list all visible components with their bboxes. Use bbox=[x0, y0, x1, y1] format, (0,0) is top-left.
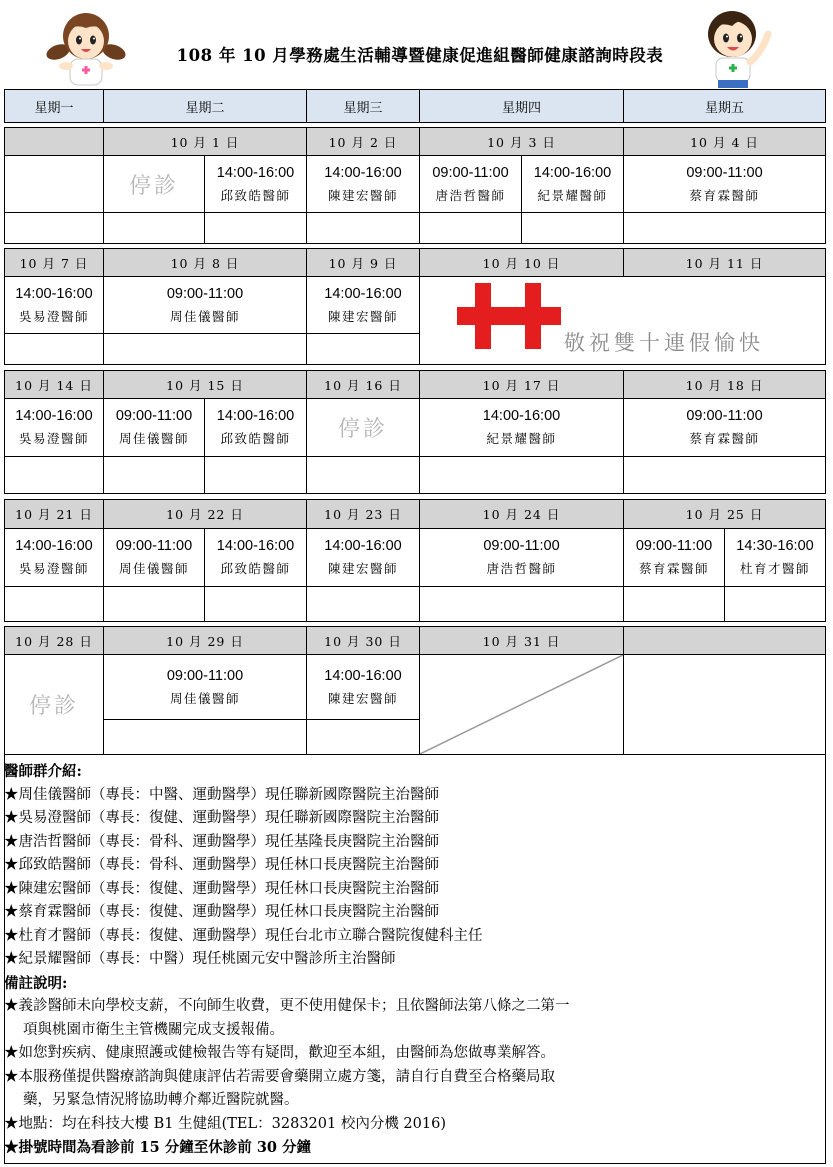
slot-doctor: 紀景耀醫師 bbox=[537, 187, 608, 203]
empty-slot bbox=[419, 586, 624, 622]
weekday-tuesday: 星期二 bbox=[103, 89, 307, 123]
closed-label: 停診 bbox=[28, 694, 79, 719]
slot bbox=[623, 155, 826, 213]
slot bbox=[306, 654, 420, 720]
weekday-thursday: 星期四 bbox=[419, 89, 624, 123]
date-cell: 10 月 17 日 bbox=[419, 370, 624, 399]
slot-time: 14:00-16:00 bbox=[216, 408, 295, 424]
empty-slot bbox=[103, 456, 205, 494]
slot bbox=[103, 654, 307, 720]
slot-doctor: 邱致皓醫師 bbox=[220, 187, 291, 203]
remarks-heading: 備註說明: bbox=[4, 974, 68, 992]
weekday-header-row bbox=[4, 89, 826, 123]
slot-doctor: 陳建宏醫師 bbox=[327, 308, 398, 324]
intro-heading: 醫師群介紹: bbox=[4, 763, 82, 780]
slot-doctor: 邱致皓醫師 bbox=[220, 431, 291, 446]
slot-time: 14:00-16:00 bbox=[15, 285, 93, 302]
date-cell: 10 月 11 日 bbox=[623, 248, 826, 277]
date-cell: 10 月 16 日 bbox=[306, 370, 420, 399]
remark-item: ★義診醫師未向學校支薪，不向師生收費，更不使用健保卡；且依醫師法第八條之二第一 bbox=[4, 998, 570, 1014]
date-cell: 10 月 8 日 bbox=[103, 248, 307, 277]
slot-time: 14:00-16:00 bbox=[482, 408, 561, 424]
slot-doctor: 陳建宏醫師 bbox=[327, 561, 398, 576]
slot bbox=[306, 276, 420, 334]
empty-slot bbox=[103, 586, 205, 622]
slot-time: 14:00-16:00 bbox=[324, 285, 402, 302]
slot-time: 09:00-11:00 bbox=[166, 285, 244, 302]
slot-time: 14:00-16:00 bbox=[324, 667, 402, 684]
slot-time: 14:00-16:00 bbox=[15, 408, 93, 424]
date-cell: 10 月 24 日 bbox=[419, 499, 624, 529]
date-cell: 10 月 1 日 bbox=[103, 127, 307, 156]
empty-slot bbox=[103, 719, 307, 755]
slot bbox=[419, 155, 522, 213]
slot bbox=[204, 398, 307, 457]
slot-time: 09:00-11:00 bbox=[635, 538, 713, 554]
empty-slot bbox=[306, 456, 420, 494]
doctor-intro-item: ★紀景耀醫師（專長：中醫）現任桃園元安中醫診所主治醫師 bbox=[4, 951, 396, 967]
slot bbox=[419, 528, 624, 587]
date-cell: 10 月 25 日 bbox=[623, 499, 826, 529]
doctor-intro-item: ★蔡育霖醫師（專長：復健、運動醫學）現任林口長庚醫院主治醫師 bbox=[4, 904, 439, 920]
slot-time: 09:00-11:00 bbox=[432, 164, 509, 181]
empty-slot bbox=[623, 212, 826, 244]
empty-slot bbox=[204, 456, 307, 494]
page-title: 108 年 10 月學務處生活輔導暨健康促進組醫師健康諮詢時段表 bbox=[176, 46, 664, 65]
empty-slot bbox=[306, 586, 420, 622]
doctor-intro-item: ★周佳儀醫師（專長：中醫、運動醫學）現任聯新國際醫院主治醫師 bbox=[4, 786, 439, 803]
slot-doctor: 杜育才醫師 bbox=[739, 561, 810, 576]
empty-slot bbox=[306, 719, 420, 755]
slot bbox=[103, 528, 205, 587]
empty-slot bbox=[419, 456, 624, 494]
slot-time: 09:00-11:00 bbox=[115, 408, 193, 424]
empty-slot bbox=[623, 586, 725, 622]
week-1-block bbox=[4, 127, 826, 244]
slot-doctor: 陳建宏醫師 bbox=[327, 690, 398, 706]
slot-doctor: 蔡育霖醫師 bbox=[638, 561, 709, 576]
slot-time: 14:00-16:00 bbox=[216, 538, 295, 554]
slot-time: 14:00-16:00 bbox=[533, 164, 612, 181]
date-cell: 10 月 21 日 bbox=[4, 499, 104, 529]
empty-slot-crossed bbox=[419, 654, 624, 755]
empty-slot bbox=[4, 333, 104, 365]
weekday-friday: 星期五 bbox=[623, 89, 826, 123]
empty-slot bbox=[623, 654, 826, 755]
slot bbox=[4, 528, 104, 587]
slot-time: 09:00-11:00 bbox=[686, 408, 763, 424]
slot-doctor: 吳易澄醫師 bbox=[18, 431, 89, 446]
slot-time: 14:00-16:00 bbox=[324, 164, 402, 181]
weekday-monday: 星期一 bbox=[4, 89, 104, 123]
holiday-cell bbox=[419, 276, 826, 365]
slot bbox=[306, 528, 420, 587]
slot-doctor: 周佳儀醫師 bbox=[169, 308, 240, 324]
diagonal-line-icon bbox=[420, 655, 623, 754]
empty-slot bbox=[4, 212, 104, 244]
closed-label: 停診 bbox=[128, 173, 179, 199]
doctor-intro-item: ★唐浩哲醫師（專長：骨科、運動醫學）現任基隆長庚醫院主治醫師 bbox=[4, 833, 439, 850]
date-cell: 10 月 23 日 bbox=[306, 499, 420, 529]
slot bbox=[204, 155, 307, 213]
date-cell: 10 月 14 日 bbox=[4, 370, 104, 399]
slot bbox=[724, 528, 826, 587]
date-cell: 10 月 31 日 bbox=[419, 626, 624, 655]
week-4-block bbox=[4, 499, 826, 622]
date-cell: 10 月 7 日 bbox=[4, 248, 104, 277]
slot-doctor: 周佳儀醫師 bbox=[169, 690, 240, 706]
empty-slot bbox=[4, 155, 104, 213]
remark-item-registration-time: ★掛號時間為看診前 15 分鐘至休診前 30 分鐘 bbox=[4, 1139, 312, 1156]
slot-time: 09:00-11:00 bbox=[483, 538, 560, 554]
date-cell: 10 月 29 日 bbox=[103, 626, 307, 655]
weekday-wednesday: 星期三 bbox=[306, 89, 420, 123]
date-cell: 10 月 3 日 bbox=[419, 127, 624, 156]
date-cell: 10 月 28 日 bbox=[4, 626, 104, 655]
closed-label: 停診 bbox=[337, 417, 388, 442]
empty-slot bbox=[306, 212, 420, 244]
slot bbox=[204, 528, 307, 587]
empty-slot bbox=[419, 212, 522, 244]
slot-doctor: 紀景耀醫師 bbox=[486, 431, 557, 446]
slot-closed bbox=[306, 398, 420, 457]
remark-item: ★如您對疾病、健康照護或健檢報告等有疑問，歡迎至本組，由醫師為您做專業解答。 bbox=[4, 1045, 555, 1061]
remark-item: ★本服務僅提供醫療諮詢與健康評估若需要會藥開立處方箋，請自行自費至合格藥局取 bbox=[4, 1068, 555, 1085]
holiday-double-cross-icon bbox=[457, 283, 561, 349]
slot-time: 09:00-11:00 bbox=[115, 538, 193, 554]
slot-doctor: 邱致皓醫師 bbox=[220, 561, 291, 576]
girl-mascot-illustration bbox=[44, 8, 130, 90]
doctor-intro-item: ★邱致皓醫師（專長：骨科、運動醫學）現任林口長庚醫院主治醫師 bbox=[4, 857, 439, 873]
slot-doctor: 唐浩哲醫師 bbox=[435, 187, 506, 203]
slot bbox=[4, 276, 104, 334]
empty-slot bbox=[4, 586, 104, 622]
slot-time: 14:00-16:00 bbox=[324, 538, 402, 554]
date-cell: 10 月 22 日 bbox=[103, 499, 307, 529]
date-cell: 10 月 10 日 bbox=[419, 248, 624, 277]
slot-doctor: 周佳儀醫師 bbox=[118, 431, 189, 446]
remark-item-continuation: 藥，另緊急情況將協助轉介鄰近醫院就醫。 bbox=[23, 1092, 299, 1108]
date-cell: 10 月 2 日 bbox=[306, 127, 420, 156]
notes-section bbox=[4, 760, 824, 1160]
slot-doctor: 蔡育霖醫師 bbox=[689, 431, 760, 446]
slot-doctor: 周佳儀醫師 bbox=[118, 561, 189, 576]
slot bbox=[103, 276, 307, 334]
slot bbox=[4, 398, 104, 457]
holiday-greeting: 敬祝雙十連假愉快 bbox=[564, 331, 764, 355]
empty-slot bbox=[103, 333, 307, 365]
doctor-intro-item: ★杜育才醫師（專長：復健、運動醫學）現任台北市立聯合醫院復健科主任 bbox=[4, 927, 483, 944]
date-cell: 10 月 4 日 bbox=[623, 127, 826, 156]
doctor-intro-item: ★吳易澄醫師（專長：復健、運動醫學）現任聯新國際醫院主治醫師 bbox=[4, 810, 439, 826]
slot-time: 14:00-16:00 bbox=[15, 538, 93, 554]
date-cell: 10 月 15 日 bbox=[103, 370, 307, 399]
week-2-block bbox=[4, 248, 826, 365]
slot bbox=[623, 528, 725, 587]
slot-time: 09:00-11:00 bbox=[166, 667, 244, 684]
slot-time: 09:00-11:00 bbox=[686, 164, 763, 181]
slot-doctor: 唐浩哲醫師 bbox=[486, 561, 557, 576]
slot-doctor: 吳易澄醫師 bbox=[18, 308, 89, 324]
week-3-block bbox=[4, 370, 826, 494]
date-cell: 10 月 18 日 bbox=[623, 370, 826, 399]
slot bbox=[103, 398, 205, 457]
date-cell: 10 月 9 日 bbox=[306, 248, 420, 277]
slot-closed bbox=[103, 155, 205, 213]
empty-slot bbox=[521, 212, 624, 244]
slot-doctor: 陳建宏醫師 bbox=[327, 187, 398, 203]
slot-closed bbox=[4, 654, 104, 755]
slot-doctor: 吳易澄醫師 bbox=[18, 561, 89, 576]
slot bbox=[306, 155, 420, 213]
week-5-block bbox=[4, 626, 826, 755]
empty-slot bbox=[204, 212, 307, 244]
slot-time: 14:30-16:00 bbox=[736, 538, 814, 554]
date-cell: 10 月 30 日 bbox=[306, 626, 420, 655]
empty-slot bbox=[103, 212, 205, 244]
slot-doctor: 蔡育霖醫師 bbox=[689, 187, 760, 203]
date-cell bbox=[4, 127, 104, 156]
empty-slot bbox=[204, 586, 307, 622]
empty-slot bbox=[306, 333, 420, 365]
remark-item-continuation: 項與桃園市衛生主管機關完成支援報備。 bbox=[23, 1021, 284, 1038]
slot bbox=[521, 155, 624, 213]
slot bbox=[623, 398, 826, 457]
empty-slot bbox=[623, 456, 826, 494]
slot bbox=[419, 398, 624, 457]
empty-slot bbox=[724, 586, 826, 622]
date-cell bbox=[623, 626, 826, 655]
remark-item-location: ★地點：均在科技大樓 B1 生健組(TEL：3283201 校內分機 2016) bbox=[4, 1115, 446, 1132]
empty-slot bbox=[4, 456, 104, 494]
doctor-intro-item: ★陳建宏醫師（專長：復健、運動醫學）現任林口長庚醫院主治醫師 bbox=[4, 880, 439, 897]
slot-time: 14:00-16:00 bbox=[216, 164, 295, 181]
